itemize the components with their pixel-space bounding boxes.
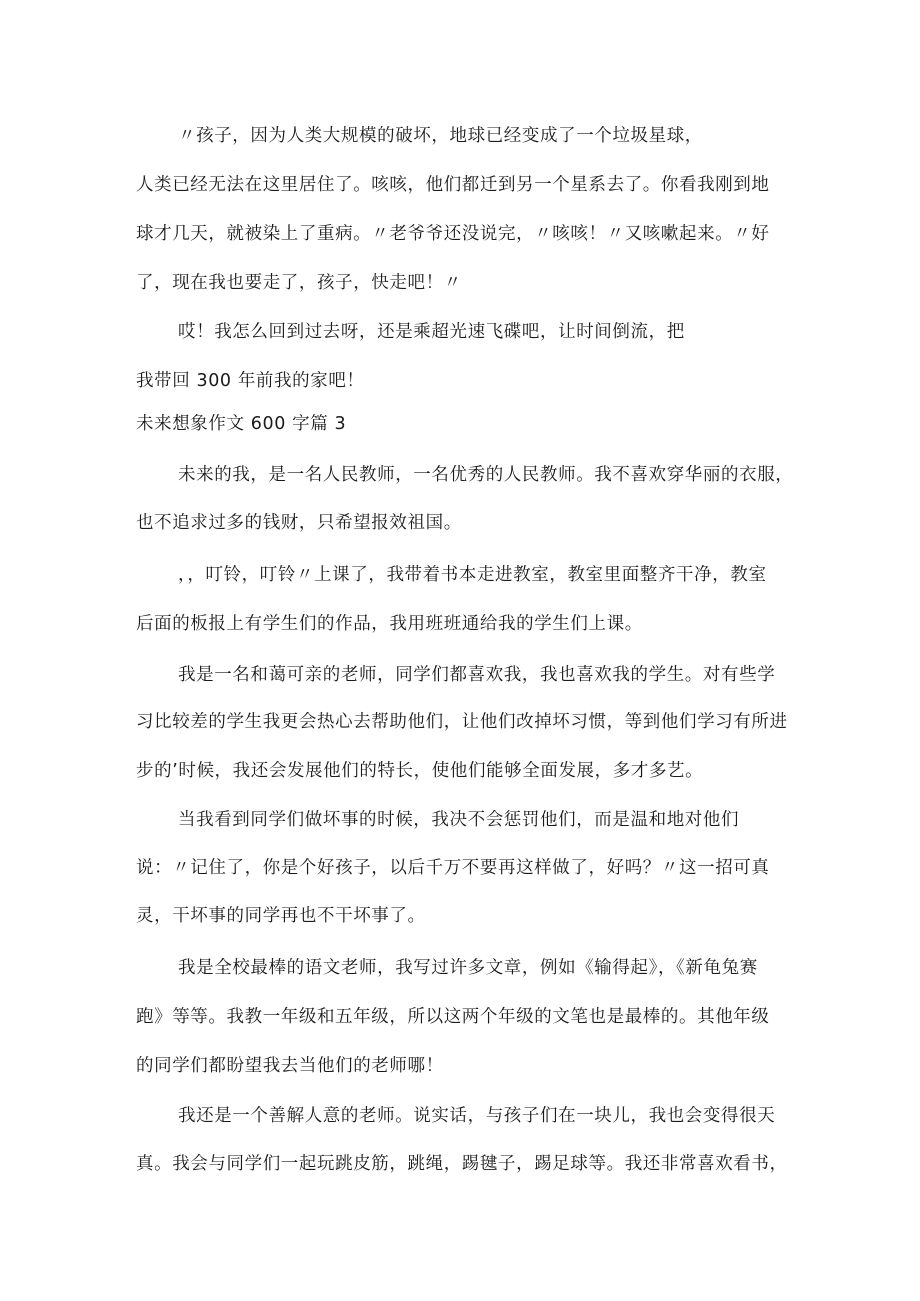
- text-line: 球才几天，就被染上了重病。〃老爷爷还没说完，〃咳咳！〃又咳嗽起来。〃好: [136, 224, 770, 244]
- text-line: 说：〃记住了，你是个好孩子，以后千万不要再这样做了，好吗？〃这一招可真: [136, 858, 770, 878]
- text-line: 我带回 300 年前我的家吧！: [136, 371, 365, 391]
- text-line: 后面的板报上有学生们的作品，我用班班通给我的学生们上课。: [136, 614, 643, 634]
- text-line: 跑》等等。我教一年级和五年级，所以这两个年级的文笔也是最棒的。其他年级: [136, 1007, 770, 1027]
- section-heading: 未来想象作文 600 字篇 3: [136, 414, 347, 434]
- text-line: 未来的我，是一名人民教师，一名优秀的人民教师。我不喜欢穿华丽的衣服，: [178, 465, 794, 485]
- text-line: 我还是一个善解人意的老师。说实话，与孩子们在一块儿，我也会变得很天: [178, 1106, 776, 1126]
- text-line: 真。我会与同学们一起玩跳皮筋，跳绳，踢毽子，踢足球等。我还非常喜欢看书，: [136, 1154, 788, 1174]
- text-line: 灵，干坏事的同学再也不干坏事了。: [136, 906, 426, 926]
- text-line: 也不追求过多的钱财，只希望报效祖国。: [136, 513, 462, 533]
- text-line: 我是一名和蔼可亲的老师，同学们都喜欢我，我也喜欢我的学生。对有些学: [178, 665, 776, 685]
- text-line: 步的’时候，我还会发展他们的特长，使他们能够全面发展，多才多艺。: [136, 761, 704, 781]
- text-line: 人类已经无法在这里居住了。咳咳，他们都迁到另一个星系去了。你看我刚到地: [136, 175, 770, 195]
- text-line: 哎！我怎么回到过去呀，还是乘超光速飞碟吧，让时间倒流，把: [178, 322, 685, 342]
- text-line: 当我看到同学们做坏事的时候，我决不会惩罚他们，而是温和地对他们: [178, 810, 740, 830]
- text-line: ，，叮铃，叮铃〃上课了，我带着书本走进教室，教室里面整齐干净，教室: [178, 565, 767, 585]
- text-line: 习比较差的学生我更会热心去帮助他们，让他们改掉坏习惯，等到他们学习有所进: [136, 712, 788, 732]
- text-line: 的同学们都盼望我去当他们的老师哪！: [136, 1056, 444, 1076]
- text-line: 〃孩子，因为人类大规模的破坏，地球已经变成了一个垃圾星球，: [178, 126, 703, 146]
- text-line: 了，现在我也要走了，孩子，快走吧！〃: [136, 273, 462, 293]
- text-line: 我是全校最棒的语文老师，我写过许多文章，例如《输得起》，《新龟兔赛: [178, 958, 758, 978]
